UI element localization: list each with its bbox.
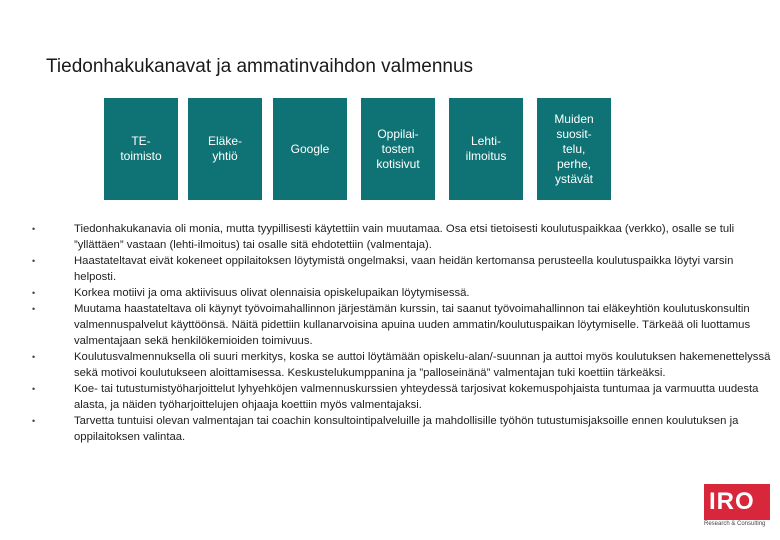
channel-label: Lehti- ilmoitus: [465, 134, 507, 163]
channel-label: Google: [290, 141, 330, 156]
channel-label: Eläke- yhtiö: [207, 134, 242, 163]
bullet-dot-icon: •: [32, 224, 36, 234]
bullet-item: • Koe- tai tutustumistyöharjoittelut lyhyehköjen valmennuskurssien yhteydessä tarjosivat kokemuspohjaista tuntumaa ja varmuutta uudesta alasta, ja näiden työharjoittelujen ohjaaja koettiin myös valmentajaksi.: [32, 383, 759, 411]
bullet-dot-icon: •: [32, 416, 36, 426]
bullet-item: • Korkea motiivi ja oma aktiivisuus olivat olennaisia opiskelupaikan löytymisessä.: [32, 287, 470, 299]
channel-box-oppilaitosten-kotisivut: [361, 98, 435, 200]
bullet-item: • Muutama haastateltava oli käynyt työvoimahallinnon järjestämän kurssin, tai saanut työvoimahallinnon tai eläkeyhtiön koulutuskonsultin valmennuspalvelut käyttöönsä. Näitä pidettiin kullanarvoisina apuina uuden ammatin/koulutuspaikan löytymiselle. Tärkeää oli luottamus valmentajaan sekä henkilökemioiden toimivuus.: [32, 303, 751, 347]
channel-box-muiden-suosittelu: [537, 98, 611, 200]
channel-label: Oppilai- tosten kotisivut: [376, 126, 420, 171]
bullet-list: [32, 221, 772, 445]
bullet-item: • Koulutusvalmennuksella oli suuri merkitys, koska se auttoi löytämään opiskelu-alan/-suunnan ja auttoi myös koulutuksen hakemenettelyssä sekä motivoi koulutukseen aloittamisessa. Keskustelukumppanina ja ”palloseinänä” valmentajan tuki koettiin tärkeäksi.: [32, 351, 771, 379]
channel-box-elakeyhtio: [188, 98, 262, 200]
bullet-dot-icon: •: [32, 304, 36, 314]
logo-mark: IRO: [704, 484, 770, 520]
channel-box-te-toimisto: [104, 98, 178, 200]
bullet-dot-icon: •: [32, 256, 36, 266]
slide-title: Tiedonhakukanavat ja ammatinvaihdon valmennus: [46, 56, 474, 77]
iro-logo: [704, 484, 770, 532]
bullet-dot-icon: •: [32, 288, 36, 298]
bullet-item: • Haastateltavat eivät kokeneet oppilaitoksen löytymistä ongelmaksi, vaan heidän kertomansa perusteella koulutuspaikka löytyi varsin helposti.: [32, 255, 734, 283]
channel-box-lehti-ilmoitus: [449, 98, 523, 200]
channel-label: Muiden suosit- telu, perhe, ystävät: [554, 111, 594, 186]
bullet-dot-icon: •: [32, 352, 36, 362]
logo-tagline: Research & Consulting: [704, 521, 766, 527]
bullet-dot-icon: •: [32, 384, 36, 394]
bullet-item: • Tiedonhakukanavia oli monia, mutta tyypillisesti käytettiin vain muutamaa. Osa etsi tietoisesti koulutuspaikkaa (verkko), osalle se tuli ”yllättäen” vastaan (lehti-ilmoitus) tai osalle sitä ehdotettiin (valmentaja).: [32, 223, 735, 251]
channel-label: TE- toimisto: [120, 134, 162, 163]
channel-box-google: [273, 98, 347, 200]
bullet-item: • Tarvetta tuntuisi olevan valmentajan tai coachin konsultointipalveluille ja mahdollisille työhön tutustumisjaksoille ennen koulutuksen ja oppilaitoksen valintaa.: [32, 415, 739, 443]
